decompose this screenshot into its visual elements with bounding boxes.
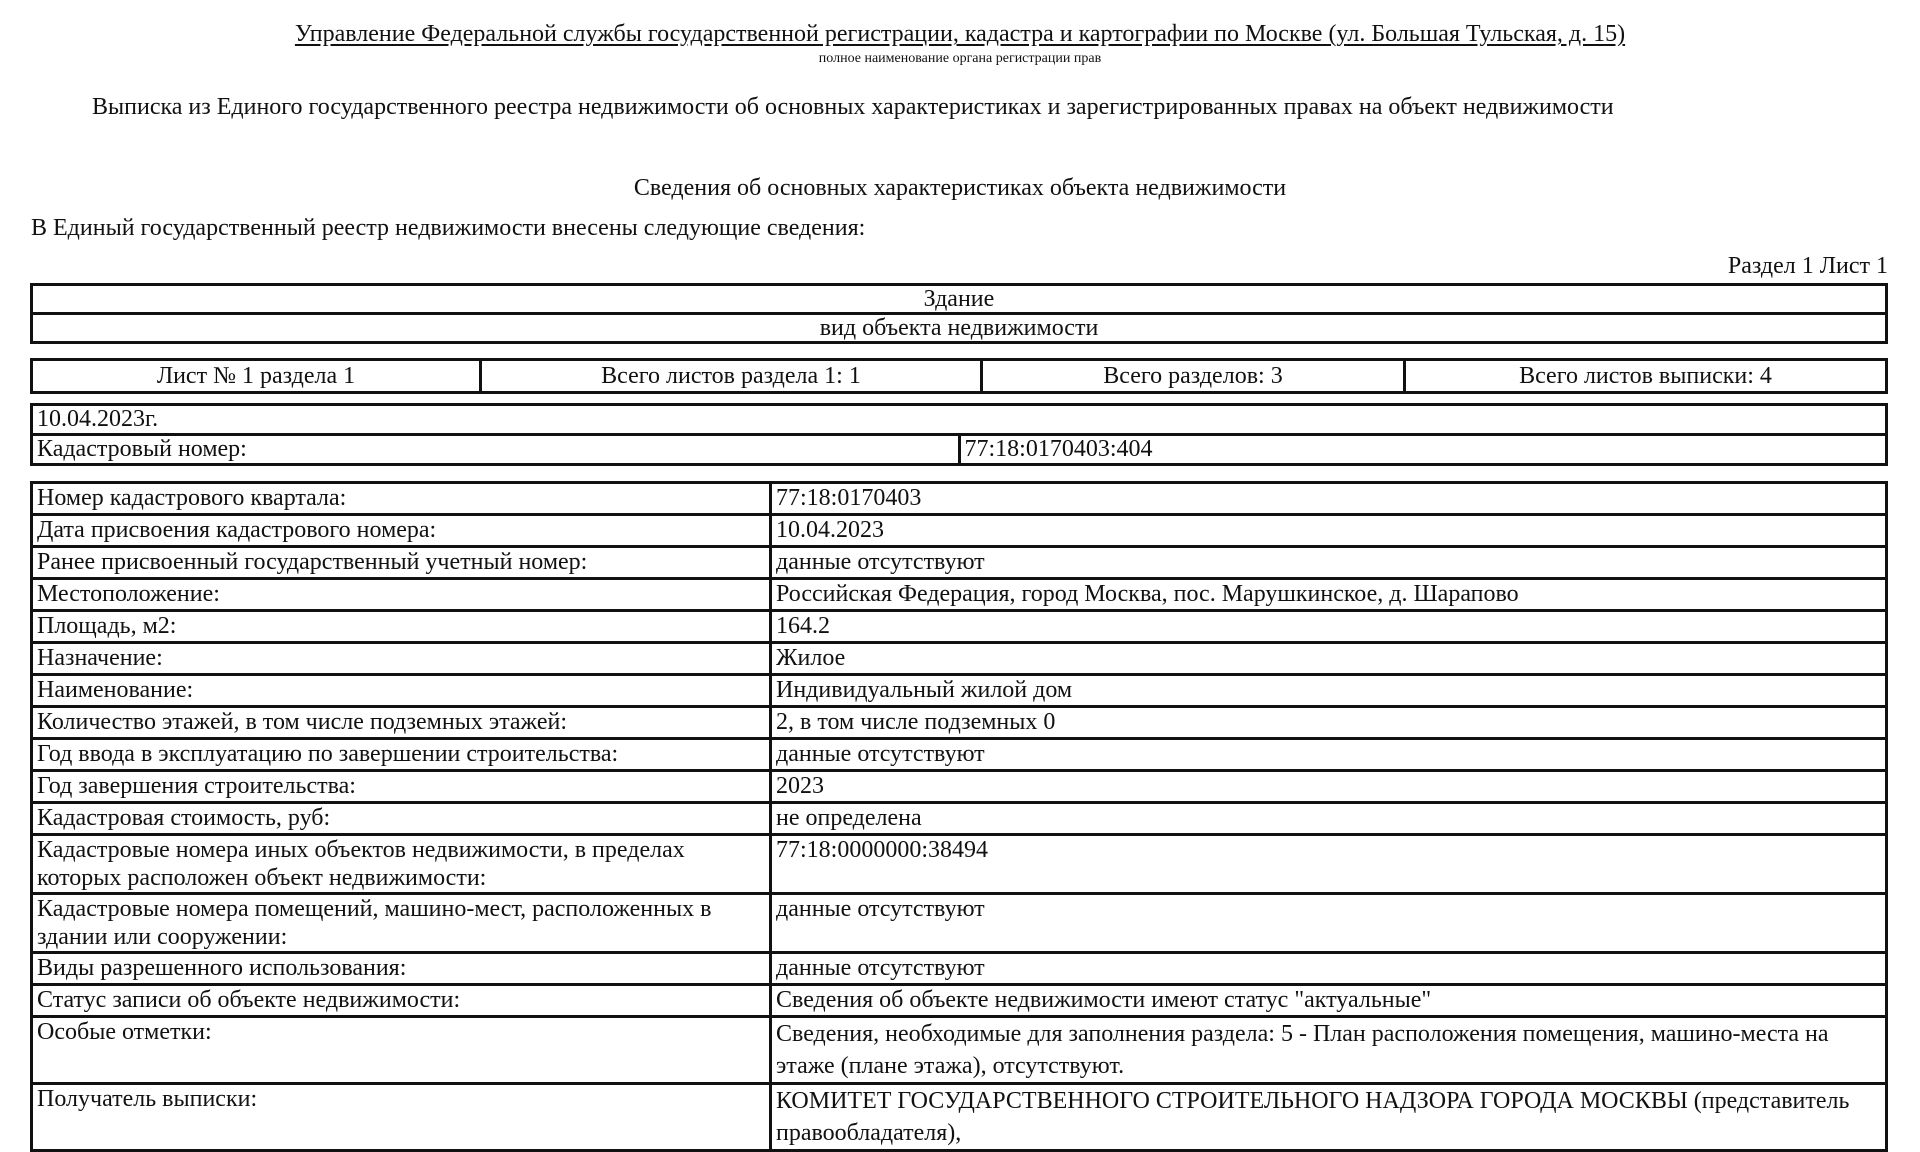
object-type-caption: вид объекта недвижимости xyxy=(32,314,1887,343)
property-value: данные отсутствуют xyxy=(771,547,1887,579)
property-label: Статус записи об объекте недвижимости: xyxy=(32,985,771,1017)
property-label: Виды разрешенного использования: xyxy=(32,953,771,985)
property-value: КОМИТЕТ ГОСУДАРСТВЕННОГО СТРОИТЕЛЬНОГО НАДЗОРА ГОРОДА МОСКВЫ (представитель правообладателя), xyxy=(771,1084,1887,1151)
sheet-number: Лист № 1 раздела 1 xyxy=(32,360,481,393)
property-value: 10.04.2023 xyxy=(771,515,1887,547)
property-label: Площадь, м2: xyxy=(32,611,771,643)
property-label: Назначение: xyxy=(32,643,771,675)
property-label: Кадастровая стоимость, руб: xyxy=(32,803,771,835)
property-label: Получатель выписки: xyxy=(32,1084,771,1151)
property-row xyxy=(32,894,1887,953)
object-type-table xyxy=(30,283,1888,344)
property-label: Местоположение: xyxy=(32,579,771,611)
cadastral-head-table xyxy=(30,403,1888,466)
property-value: 2, в том числе подземных 0 xyxy=(771,707,1887,739)
property-row xyxy=(32,1017,1887,1084)
property-row xyxy=(32,985,1887,1017)
property-value: Сведения об объекте недвижимости имеют статус "актуальные" xyxy=(771,985,1887,1017)
property-label: Год завершения строительства: xyxy=(32,771,771,803)
property-value: Жилое xyxy=(771,643,1887,675)
property-row xyxy=(32,771,1887,803)
property-row xyxy=(32,643,1887,675)
property-value: Сведения, необходимые для заполнения раздела: 5 - План расположения помещения, машино-места на этаже (плане этажа), отсутствуют. xyxy=(771,1017,1887,1084)
property-label: Наименование: xyxy=(32,675,771,707)
property-label: Кадастровые номера иных объектов недвижимости, в пределах которых расположен объект недвижимости: xyxy=(32,835,771,894)
property-row xyxy=(32,739,1887,771)
property-value: Российская Федерация, город Москва, пос. Марушкинское, д. Шарапово xyxy=(771,579,1887,611)
property-label: Количество этажей, в том числе подземных этажей: xyxy=(32,707,771,739)
property-label: Особые отметки: xyxy=(32,1017,771,1084)
property-value: данные отсутствуют xyxy=(771,739,1887,771)
registration-authority-name: Управление Федеральной службы государственной регистрации, кадастра и картографии по Москве (ул. Большая Тульская, д. 15) xyxy=(294,21,1626,47)
property-row xyxy=(32,515,1887,547)
property-row xyxy=(32,547,1887,579)
property-row xyxy=(32,675,1887,707)
property-label: Кадастровые номера помещений, машино-мест, расположенных в здании или сооружении: xyxy=(32,894,771,953)
property-label: Год ввода в эксплуатацию по завершении строительства: xyxy=(32,739,771,771)
property-value: 164.2 xyxy=(771,611,1887,643)
property-value: 2023 xyxy=(771,771,1887,803)
extract-title: Выписка из Единого государственного реестра недвижимости об основных характеристиках и зарегистрированных правах на объект недвижимости xyxy=(92,94,1614,120)
section-sheets-total: Всего листов раздела 1: 1 xyxy=(481,360,982,393)
property-label: Ранее присвоенный государственный учетный номер: xyxy=(32,547,771,579)
extract-sheets-total: Всего листов выписки: 4 xyxy=(1405,360,1887,393)
object-type-value: Здание xyxy=(32,285,1887,314)
property-value: Индивидуальный жилой дом xyxy=(771,675,1887,707)
properties-table xyxy=(30,481,1888,1152)
extract-date: 10.04.2023г. xyxy=(32,405,1887,435)
property-row xyxy=(32,803,1887,835)
property-value: 77:18:0170403 xyxy=(771,483,1887,515)
section-title: Сведения об основных характеристиках объекта недвижимости xyxy=(633,175,1287,201)
intro-text: В Единый государственный реестр недвижимости внесены следующие сведения: xyxy=(31,215,866,241)
cadastral-number-value: 77:18:0170403:404 xyxy=(959,435,1887,465)
property-row xyxy=(32,707,1887,739)
property-row xyxy=(32,483,1887,515)
property-row xyxy=(32,953,1887,985)
property-label: Номер кадастрового квартала: xyxy=(32,483,771,515)
property-value: данные отсутствуют xyxy=(771,894,1887,953)
property-row xyxy=(32,611,1887,643)
property-value: данные отсутствуют xyxy=(771,953,1887,985)
authority-caption: полное наименование органа регистрации прав xyxy=(818,51,1102,66)
sheet-reference: Раздел 1 Лист 1 xyxy=(1727,253,1888,279)
sections-total: Всего разделов: 3 xyxy=(982,360,1405,393)
property-row xyxy=(32,579,1887,611)
property-row xyxy=(32,1084,1887,1151)
cadastral-number-label: Кадастровый номер: xyxy=(32,435,960,465)
property-value: не определена xyxy=(771,803,1887,835)
property-label: Дата присвоения кадастрового номера: xyxy=(32,515,771,547)
property-row xyxy=(32,835,1887,894)
sheets-info-table xyxy=(30,358,1888,394)
property-value: 77:18:0000000:38494 xyxy=(771,835,1887,894)
